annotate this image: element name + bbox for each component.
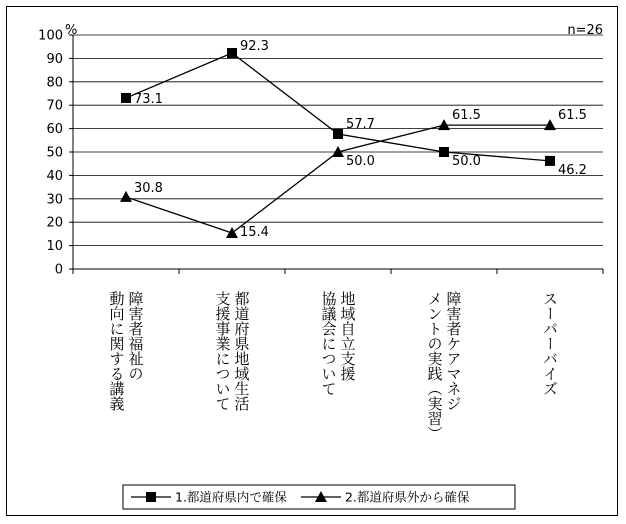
- y-axis-ticks: [38, 29, 73, 278]
- data-label: 61.5: [452, 108, 481, 124]
- data-point-square: [227, 48, 237, 58]
- data-label: 57.7: [346, 116, 375, 132]
- y-tick-label: 20: [46, 215, 63, 231]
- category-labels: [108, 290, 560, 441]
- category-label: [108, 291, 145, 412]
- y-tick-label: 40: [46, 168, 63, 184]
- category-label: [320, 290, 357, 396]
- y-tick-label: 30: [46, 192, 63, 208]
- category-label-line: 障害者福祉の: [126, 291, 145, 381]
- category-label-line: 都道府県地域生活: [232, 291, 251, 411]
- data-point-square: [333, 129, 343, 139]
- data-label: 15.4: [240, 224, 269, 240]
- data-point-square: [121, 93, 131, 103]
- y-tick-label: 60: [46, 122, 63, 138]
- category-label-line: 動向に関する講義: [107, 291, 126, 411]
- category-label-line: 地域自立支援: [338, 291, 357, 381]
- category-label-line: 協議会について: [319, 291, 338, 396]
- gridlines: [73, 35, 603, 246]
- category-label: [426, 291, 463, 441]
- data-point-triangle: [120, 191, 132, 202]
- y-tick-label: 10: [46, 239, 63, 255]
- y-tick-label: 0: [54, 262, 63, 278]
- legend: [123, 485, 515, 509]
- data-label: 50.0: [346, 154, 375, 169]
- legend-label: 1.都道府県内で確保: [175, 489, 287, 505]
- category-label: [214, 291, 251, 411]
- legend-label: 2.都道府県外から確保: [344, 489, 470, 505]
- line-chart: [7, 7, 619, 517]
- y-axis-unit: %: [65, 23, 78, 38]
- series-line: [126, 53, 550, 161]
- data-point-square: [545, 156, 555, 166]
- y-tick-label: 50: [46, 145, 63, 161]
- data-label: 61.5: [558, 108, 587, 124]
- data-point-triangle: [226, 227, 238, 238]
- sample-size-note: n=26: [567, 23, 603, 38]
- data-label: 30.8: [134, 180, 163, 196]
- category-label-line: メントの実践（実習）: [425, 291, 444, 441]
- category-label-line: 支援事業について: [213, 291, 232, 411]
- data-label: 50.0: [452, 154, 481, 169]
- legend-marker-square: [146, 492, 156, 502]
- category-label: [541, 291, 559, 396]
- y-tick-label: 90: [46, 51, 63, 67]
- y-tick-label: 70: [46, 98, 63, 114]
- data-label: 73.1: [134, 91, 163, 107]
- data-label: 92.3: [240, 39, 269, 55]
- category-label-line: スーパーバイズ: [541, 291, 559, 396]
- y-tick-label: 80: [46, 75, 63, 91]
- chart-frame: [6, 6, 618, 516]
- category-label-line: 障害者ケアマネジ: [444, 291, 463, 411]
- y-tick-label: 100: [38, 28, 63, 44]
- series-line: [126, 125, 550, 233]
- data-point-square: [439, 147, 449, 157]
- data-label: 46.2: [558, 162, 587, 178]
- series-layer: [120, 39, 587, 240]
